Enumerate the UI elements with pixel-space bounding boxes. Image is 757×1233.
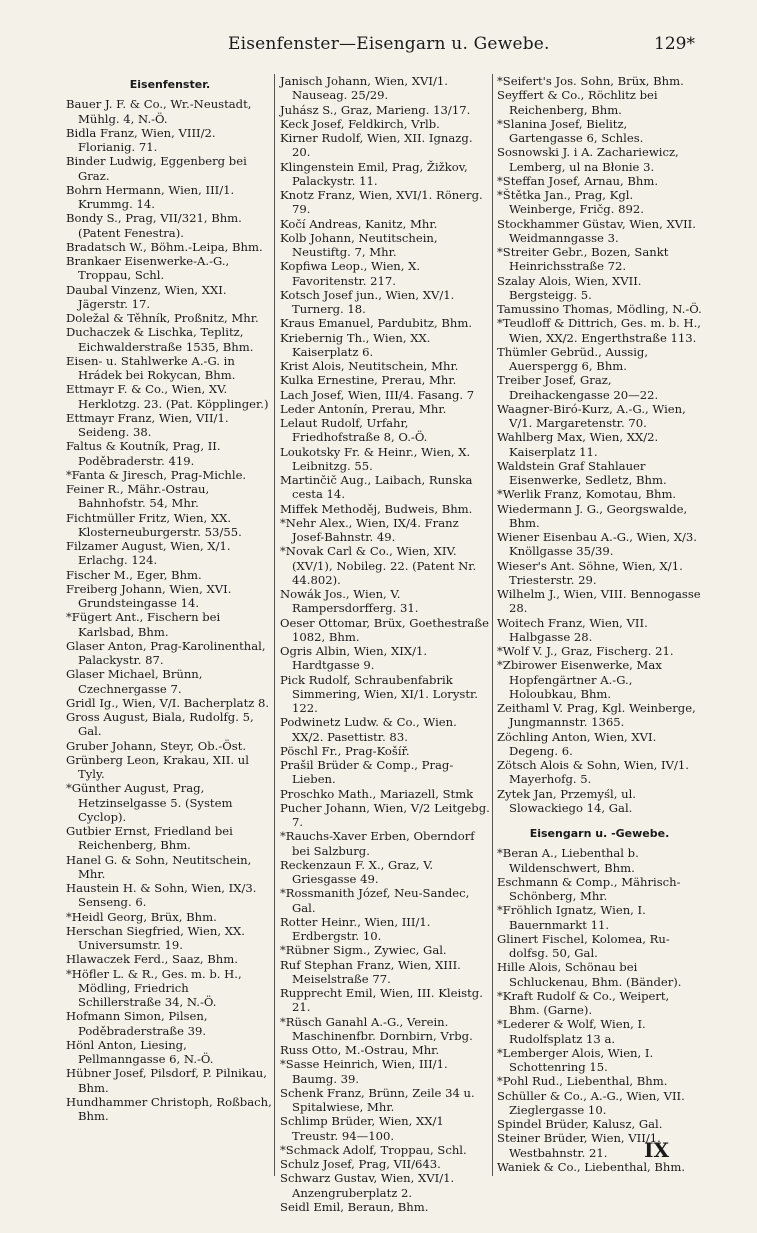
directory-entry: *Rübner Sigm., Zywiec, Gal. [280, 943, 447, 958]
directory-entry: Kulka Ernestine, Prerau, Mhr. [280, 373, 457, 388]
directory-entry: Schenk Franz, Brünn, Zeile 34 u. Spitalwiese, Mhr. [280, 1085, 475, 1114]
directory-entry: *Rauchs-Xaver Erben, Oberndorf bei Salzburg. [280, 829, 475, 858]
column-divider [274, 74, 275, 1176]
directory-entry: Hofmann Simon, Pilsen, Poděbraderstraße 39. [66, 1009, 208, 1038]
directory-entry: Waniek & Co., Liebenthal, Bhm. [497, 1159, 686, 1174]
directory-entry: Bondy S., Prag, VII/321, Bhm. (Patent Fenestra). [66, 211, 242, 240]
directory-entry: Brankaer Eisenwerke-A.-G., Troppau, Schl. [66, 254, 230, 283]
column-2 [280, 74, 490, 1214]
directory-entry: Keck Josef, Feldkirch, Vrlb. [280, 116, 440, 131]
directory-entry: Schwarz Gustav, Wien, XVI/1. Anzengruberplatz 2. [280, 1171, 455, 1200]
column-3 [497, 74, 702, 1174]
directory-entry: Ettmayr Franz, Wien, VII/1. Seideng. 38. [66, 410, 229, 439]
directory-entry: Pick Rudolf, Schraubenfabrik Simmering, Wien, XI/1. Lorystr. 122. [280, 672, 478, 715]
page-number: 129* [654, 34, 695, 54]
directory-entry: *Höfler L. & R., Ges. m. b. H., Mödling, Friedrich Schillerstraße 34, N.-Ö. [66, 966, 242, 1009]
directory-entry: Rupprecht Emil, Wien, III. Kleistg. 21. [280, 986, 483, 1015]
directory-entry: Nowák Jos., Wien, V. Rampersdorfferg. 31. [280, 587, 419, 616]
directory-entry: Glaser Michael, Brünn, Czechnergasse 7. [66, 667, 203, 696]
directory-entry: *Slanina Josef, Bielitz, Gartengasse 6, Schles. [497, 116, 644, 145]
directory-entry: Bauer J. F. & Co., Wr.-Neustadt, Mühlg. 4, N.-Ö. [66, 97, 252, 126]
directory-entry: *Fröhlich Ignatz, Wien, I. Bauernmarkt 11. [497, 903, 646, 932]
directory-entry: Hundhammer Christoph, Roßbach, Bhm. [66, 1094, 272, 1123]
directory-entry: *Lederer & Wolf, Wien, I. Rudolfsplatz 13 a. [497, 1017, 646, 1046]
directory-entry: Russ Otto, M.-Ostrau, Mhr. [280, 1043, 440, 1057]
directory-entry: Gridl Ig., Wien, V/I. Bacherplatz 8. [66, 695, 270, 710]
directory-entry: Glaser Anton, Prag-Karolinenthal, Palackystr. 87. [66, 638, 266, 667]
directory-entry: Faltus & Koutník, Prag, II. Poděbraderstr. 419. [66, 439, 221, 468]
directory-entry: Fischer M., Eger, Bhm. [66, 567, 202, 582]
directory-entry: Zytek Jan, Przemyśl, ul. Slowackiego 14, Gal. [497, 786, 636, 815]
directory-entry: Klingenstein Emil, Prag, Žižkov, Palackystr. 11. [280, 159, 468, 188]
directory-entry: Proschko Math., Mariazell, Stmk [280, 786, 474, 801]
directory-entry: Schlimp Brüder, Wien, XX/1 Treustr. 94—100. [280, 1114, 444, 1143]
directory-entry: Feiner R., Mähr.-Ostrau, Bahnhofstr. 54, Mhr. [66, 482, 210, 511]
directory-entry: *Rüsch Ganahl A.-G., Verein. Maschinenfbr. Dornbirn, Vrbg. [280, 1014, 473, 1043]
directory-entry: Loukotsky Fr. & Heinr., Wien, X. Leibnitzg. 55. [280, 444, 471, 473]
directory-entry: Lelaut Rudolf, Urfahr, Friedhofstraße 8, O.-Ö. [280, 416, 428, 445]
directory-entry: *Novak Carl & Co., Wien, XIV. (XV/1), Nobileg. 22. (Patent Nr. 44.802). [280, 544, 477, 587]
directory-entry: Freiberg Johann, Wien, XVI. Grundsteingasse 14. [66, 581, 232, 610]
directory-entry: *Streiter Gebr., Bozen, Sankt Heinrichsstraße 72. [497, 245, 669, 274]
directory-entry: Hönl Anton, Liesing, Pellmanngasse 6, N.-Ö. [66, 1037, 214, 1066]
directory-entry: Szalay Alois, Wien, XVII. Bergsteigg. 5. [497, 273, 642, 302]
section-heading-eisenfenster: Eisenfenster. [129, 78, 211, 91]
directory-entry: Juhász S., Graz, Marieng. 13/17. [280, 102, 471, 117]
directory-entry: *Wolf V. J., Graz, Fischerg. 21. [497, 644, 674, 658]
directory-entry: Gutbier Ernst, Friedland bei Reichenberg, Bhm. [66, 824, 233, 853]
directory-entry: *Štětka Jan., Prag, Kgl. Weinberge, Fričg. 892. [497, 188, 644, 217]
directory-entry: Doležal & Těhník, Proßnitz, Mhr. [66, 311, 259, 325]
directory-entry: Bidla Franz, Wien, VIII/2. Florianig. 71. [66, 125, 216, 154]
directory-entry: Steiner Brüder, Wien, VII/1. Westbahnstr. 21. [497, 1131, 661, 1160]
directory-entry: *Nehr Alex., Wien, IX/4. Franz Josef-Bahnstr. 49. [280, 515, 459, 544]
directory-entry: *Teudloff & Dittrich, Ges. m. b. H., Wien, XX/2. Engerthstraße 113. [497, 316, 701, 345]
directory-entry: Grünberg Leon, Krakau, XII. ul Tyly. [66, 752, 249, 781]
directory-entry: Martinčič Aug., Laibach, Runska cesta 14. [280, 473, 473, 502]
directory-entry: Waldstein Graf Stahlauer Eisenwerke, Sedletz, Bhm. [497, 458, 667, 487]
directory-entry: Binder Ludwig, Eggenberg bei Graz. [66, 154, 247, 183]
directory-entry: Zeithaml V. Prag, Kgl. Weinberge, Jungmannstr. 1365. [497, 701, 696, 730]
directory-entry: Fichtmüller Fritz, Wien, XX. Klosterneuburgerstr. 53/55. [66, 510, 242, 539]
directory-entry: Eschmann & Comp., Mährisch-Schönberg, Mhr. [497, 874, 681, 903]
directory-entry: Daubal Vinzenz, Wien, XXI. Jägerstr. 17. [66, 282, 227, 311]
directory-entry: Pucher Johann, Wien, V/2 Leitgebg. 7. [280, 800, 490, 829]
directory-entry: Seidl Emil, Beraun, Bhm. [280, 1199, 429, 1214]
directory-entry: Bohrn Hermann, Wien, III/1. Krummg. 14. [66, 182, 235, 211]
directory-entry: *Lemberger Alois, Wien, I. Schottenring 15. [497, 1045, 654, 1074]
directory-entry: Hille Alois, Schönau bei Schluckenau, Bhm. (Bänder). [497, 960, 682, 989]
directory-entry: Herschan Siegfried, Wien, XX. Universumstr. 19. [66, 923, 245, 952]
directory-entry: Woitech Franz, Wien, VII. Halbgasse 28. [497, 615, 648, 644]
directory-entry: *Günther August, Prag, Hetzinselgasse 5. (System Cyclop). [66, 781, 233, 824]
directory-entry: *Rossmanith Józef, Neu-Sandec, Gal. [280, 886, 470, 915]
directory-entry: Stockhammer Güstav, Wien, XVII. Weidmanngasse 3. [497, 216, 696, 245]
directory-entry: Kriebernig Th., Wien, XX. Kaiserplatz 6. [280, 330, 431, 359]
directory-entry: Krist Alois, Neutitschein, Mhr. [280, 359, 459, 373]
directory-entry: Kraus Emanuel, Pardubitz, Bhm. [280, 316, 473, 331]
directory-entry: Ogris Albin, Wien, XIX/1. Hardtgasse 9. [280, 644, 428, 673]
directory-entry: Gross August, Biala, Rudolfg. 5, Gal. [66, 710, 254, 739]
column-divider [492, 74, 493, 1176]
directory-entry: Glinert Fischel, Kolomea, Ru-dolfsg. 50, Gal. [497, 931, 670, 960]
directory-entry: Zötsch Alois & Sohn, Wien, IV/1. Mayerhofg. 5. [497, 758, 689, 787]
directory-entry: Thümler Gebrüd., Aussig, Auerspergg 6, Bhm. [497, 344, 649, 373]
directory-entry: Treiber Josef, Graz, Dreihackengasse 20—22. [497, 373, 659, 402]
directory-entry: Kopfiwa Leop., Wien, X. Favoritenstr. 217. [280, 259, 421, 288]
directory-entry: Miffek Methoděj, Budweis, Bhm. [280, 501, 473, 516]
directory-entry: Haustein H. & Sohn, Wien, IX/3. Senseng. 6. [66, 881, 257, 910]
directory-entry: Eisen- u. Stahlwerke A.-G. in Hrádek bei Rokycan, Bhm. [66, 353, 236, 382]
directory-entry: Reckenzaun F. X., Graz, V. Griesgasse 49. [280, 857, 434, 886]
directory-entry: Hlawaczek Ferd., Saaz, Bhm. [66, 952, 238, 967]
directory-entry: Prašil Brüder & Comp., Prag-Lieben. [280, 758, 454, 787]
directory-entry: Seyffert & Co., Röchlitz bei Reichenberg, Bhm. [497, 88, 658, 117]
running-title: Eisenfenster—Eisengarn u. Gewebe. [228, 34, 550, 54]
directory-entry: Sosnowski J. i A. Zachariewicz, Lemberg, ul na Błonie 3. [497, 145, 679, 174]
directory-entry: *Schmack Adolf, Troppau, Schl. [280, 1142, 467, 1157]
directory-entry: Leder Antonín, Prerau, Mhr. [280, 401, 447, 416]
directory-entry: Gruber Johann, Steyr, Ob.-Öst. [66, 738, 247, 753]
section-heading-eisengarn: Eisengarn u. -Gewebe. [529, 827, 670, 840]
directory-entry: Wahlberg Max, Wien, XX/2. Kaiserplatz 11. [497, 430, 659, 459]
directory-entry: Kočí Andreas, Kanitz, Mhr. [280, 216, 438, 231]
directory-entry: Kotsch Josef jun., Wien, XV/1. Turnerg. 18. [280, 287, 455, 316]
directory-entry: Pöschl Fr., Prag-Košíř. [280, 743, 410, 758]
directory-entry: *Fanta & Jiresch, Prag-Michle. [66, 467, 247, 482]
directory-entry: Spindel Brüder, Kalusz, Gal. [497, 1117, 663, 1131]
directory-entry: *Steffan Josef, Arnau, Bhm. [497, 173, 659, 188]
directory-entry: Knotz Franz, Wien, XVI/1. Rönerg. 79. [280, 188, 483, 217]
directory-entry: Kirner Rudolf, Wien, XII. Ignazg. 20. [280, 131, 473, 160]
directory-entry: Tamussino Thomas, Mödling, N.-Ö. [497, 302, 702, 316]
directory-entry: Rotter Heinr., Wien, III/1. Erdbergstr. 10. [280, 914, 431, 943]
directory-entry: Wieser's Ant. Söhne, Wien, X/1. Triesterstr. 29. [497, 558, 683, 587]
column-1 [66, 74, 274, 1123]
directory-entry: *Fügert Ant., Fischern bei Karlsbad, Bhm. [66, 610, 221, 639]
directory-entry: Wiedermann J. G., Georgswalde, Bhm. [497, 501, 688, 530]
directory-entry: Zöchling Anton, Wien, XVI. Degeng. 6. [497, 729, 657, 758]
directory-entry: *Beran A., Liebenthal b. Wildenschwert, Bhm. [497, 846, 639, 875]
directory-entry: *Zbirower Eisenwerke, Max Hopfengärtner A.-G., Holoubkau, Bhm. [497, 658, 662, 701]
directory-entry: Lach Josef, Wien, III/4. Fasang. 7 [280, 387, 475, 402]
directory-entry: Bradatsch W., Böhm.-Leipa, Bhm. [66, 239, 263, 254]
directory-entry: Hübner Josef, Pilsdorf, P. Pilnikau, Bhm. [66, 1066, 267, 1095]
directory-entry: Schüller & Co., A.-G., Wien, VII. Zieglergasse 10. [497, 1088, 685, 1117]
directory-entry: *Werlik Franz, Komotau, Bhm. [497, 487, 677, 502]
directory-entry: Schulz Josef, Prag, VII/643. [280, 1157, 441, 1171]
page-header [0, 34, 757, 64]
directory-entry: Podwinetz Ludw. & Co., Wien. XX/2. Pasettistr. 83. [280, 715, 457, 744]
directory-entry: Kolb Johann, Neutitschein, Neustiftg. 7, Mhr. [280, 230, 438, 259]
directory-entry: Duchaczek & Lischka, Teplitz, Eichwalderstraße 1535, Bhm. [66, 325, 254, 354]
directory-entry: *Heidl Georg, Brüx, Bhm. [66, 909, 217, 924]
directory-entry: *Kraft Rudolf & Co., Weipert, Bhm. (Garne). [497, 988, 670, 1017]
directory-entry: Oeser Ottomar, Brüx, Goethestraße 1082, Bhm. [280, 615, 489, 644]
directory-entry: Ruf Stephan Franz, Wien, XIII. Meiselstraße 77. [280, 957, 461, 986]
directory-entry: Janisch Johann, Wien, XVI/1. Nauseag. 25/29. [280, 74, 448, 103]
directory-entry: *Pohl Rud., Liebenthal, Bhm. [497, 1074, 668, 1089]
directory-entry: Waagner-Biró-Kurz, A.-G., Wien, V/1. Margaretenstr. 70. [497, 401, 686, 430]
directory-entry: *Seifert's Jos. Sohn, Brüx, Bhm. [497, 74, 684, 88]
directory-entry: Wilhelm J., Wien, VIII. Bennogasse 28. [497, 587, 701, 616]
directory-entry: Ettmayr F. & Co., Wien, XV. Herklotzg. 23. (Pat. Köpplinger.) [66, 382, 269, 411]
directory-entry: Hanel G. & Sohn, Neutitschein, Mhr. [66, 852, 252, 881]
directory-entry: *Sasse Heinrich, Wien, III/1. Baumg. 39. [280, 1057, 448, 1086]
directory-entry: Wiener Eisenbau A.-G., Wien, X/3. Knöllgasse 35/39. [497, 530, 697, 559]
directory-entry: Filzamer August, Wien, X/1. Erlachg. 124. [66, 539, 231, 568]
signature-mark: IX [644, 1138, 669, 1162]
